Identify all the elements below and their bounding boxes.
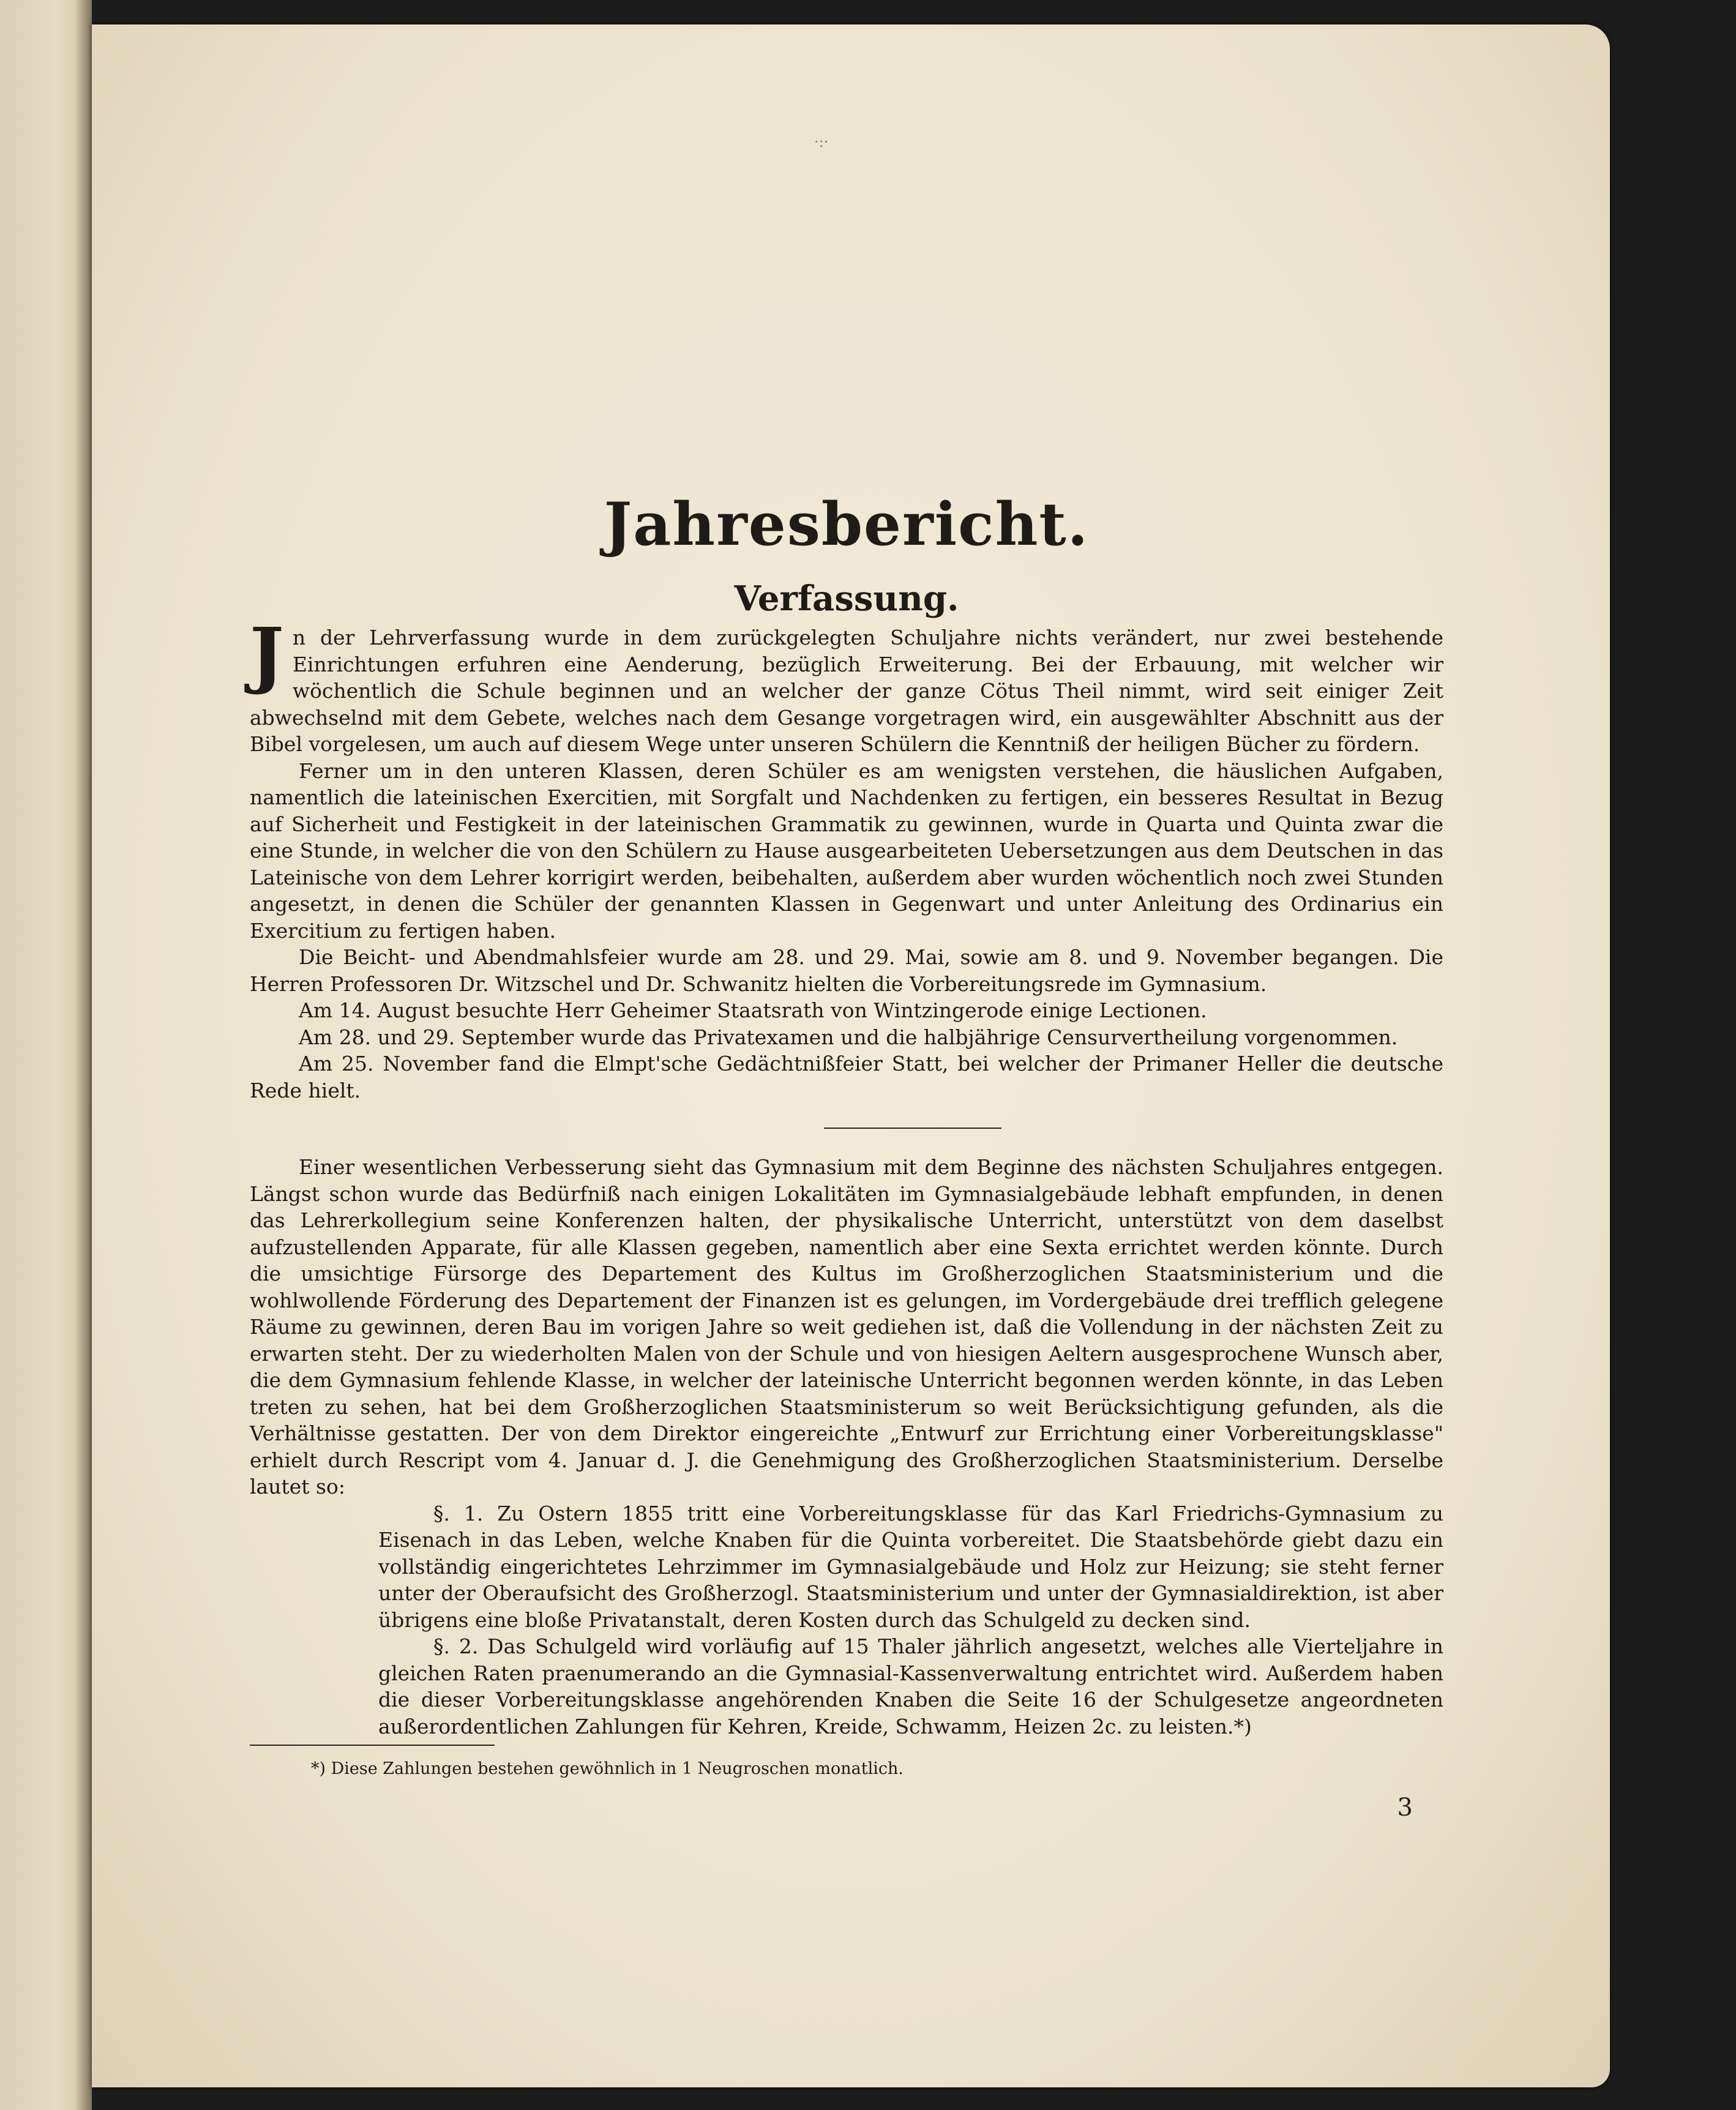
- document-page: [92, 24, 1610, 2087]
- footnote-rule: [250, 1745, 495, 1746]
- page-title: Jahresbericht.: [604, 490, 1090, 559]
- statute-paragraph: §. 1. Zu Ostern 1855 tritt eine Vorbereitungsklasse für das Karl Friedrichs-Gymnasium zu Eisenach in das Leben, welche Knaben für die Quinta vorbereitet. Die Staatsbehörde giebt dazu ein vollständig eingerichtetes Lehrzimmer im Gymnasialgebäude und Holz zur Heizung; sie steht ferner unter der Oberaufsicht des Großherzogl. Staatsministerium und unter der Gymnasialdirektion, ist aber übrigens eine bloße Privatanstalt, deren Kosten durch das Schulgeld zu decken sind.: [378, 1501, 1443, 1632]
- paragraph: Einer wesentlichen Verbesserung sieht das Gymnasium mit dem Beginne des nächsten Schuljahres entgegen. Längst schon wurde das Bedürfniß nach einigen Lokalitäten im Gymnasialgebäude lebhaft empfunden, in denen das Lehrerkollegium seine Konferenzen halten, der physikalische Unterricht, unterstützt von dem daselbst aufzustellenden Apparate, für alle Klassen gegeben, namentlich aber eine Sexta errichtet werden könnte. Durch die umsichtige Fürsorge des Departement des Kultus im Großherzoglichen Staatsministerium und die wohlwollende Förderung des Departement der Finanzen ist es gelungen, im Vordergebäude drei trefflich gelegene Räume zu gewinnen, deren Bau im vorigen Jahre so weit gediehen ist, daß die Vollendung in der nächsten Zeit zu erwarten steht. Der zu wiederholten Malen von der Schule und von hiesigen Aeltern ausgesprochene Wunsch aber, die dem Gymnasium fehlende Klasse, in welcher der lateinische Unterricht begonnen werden könnte, in das Leben treten zu sehen, hat bei dem Großherzoglichen Staatsministerum so weit Berücksichtigung gefunden, als die Verhältnisse gestatten. Der von dem Direktor eingereichte „Entwurf zur Errichtung einer Vorbereitungsklasse" erhielt durch Rescript vom 4. Januar d. J. die Genehmigung des Großherzoglichen Staatsministerium. Derselbe lautet so:: [250, 1155, 1443, 1498]
- paragraph: Am 28. und 29. September wurde das Privatexamen und die halbjährige Censurvertheilung vorgenommen.: [299, 1025, 1398, 1049]
- section-vorbereitungsklasse: [250, 1154, 1443, 1740]
- footnote: *) Diese Zahlungen bestehen gewöhnlich in 1 Neugroschen monatlich.: [311, 1759, 904, 1778]
- section-verfassung: [250, 612, 1443, 1104]
- paragraph: Am 14. August besuchte Herr Geheimer Staatsrath von Wintzingerode einige Lectionen.: [299, 998, 1207, 1022]
- previous-page-edge: [0, 0, 92, 2110]
- paragraph: Ferner um in den unteren Klassen, deren Schüler es am wenigsten verstehen, die häuslichen Aufgaben, namentlich die lateinischen Exercitien, mit Sorgfalt und Nachdenken zu fertigen, ein besseres Resultat in Bezug auf Sicherheit und Festigkeit in der lateinischen Grammatik zu gewinnen, wurde in Quarta und Quinta zwar die eine Stunde, in welcher die von den Schülern zu Hause ausgearbeiteten Uebersetzungen aus dem Deutschen in das Lateinische von dem Lehrer korrigirt werden, beibehalten, außerdem aber wurden wöchentlich noch zwei Stunden angesetzt, in denen die Schüler der genannten Klassen in Gegenwart und unter Anleitung des Ordinarius ein Exercitium zu fertigen haben.: [250, 758, 1443, 943]
- paragraph: [250, 612, 1443, 758]
- drop-cap: J: [250, 612, 284, 697]
- page-number: 3: [1397, 1794, 1413, 1822]
- section-heading: Verfassung.: [734, 578, 959, 619]
- book-gutter: [75, 0, 92, 2110]
- paragraph-text: n der Lehrverfassung wurde in dem zurückgelegten Schuljahre nichts verändert, nur zwei bestehende Einrichtungen erfuhren eine Aenderung, bezüglich Erweiterung. Bei der Erbauung, mit welcher wir wöchentlich die Schule beginnen und an welcher der ganze Cötus Theil nimmt, wird seit einiger Zeit abwechselnd mit dem Gebete, welches nach dem Gesange vorgetragen wird, ein ausgewählter Abschnitt aus der Bibel vorgelesen, um auch auf diesem Wege unter unseren Schülern die Kenntniß der heiligen Bücher zu fördern.: [250, 626, 1443, 756]
- paragraph: Die Beicht- und Abendmahlsfeier wurde am 28. und 29. Mai, sowie am 8. und 9. November begangen. Die Herren Professoren Dr. Witzschel und Dr. Schwanitz hielten die Vorbereitungsrede im Gymnasium.: [250, 945, 1443, 996]
- statute-paragraph: §. 2. Das Schulgeld wird vorläufig auf 15 Thaler jährlich angesetzt, welches alle Vierteljahre in gleichen Raten praenumerando an die Gymnasial-Kassenverwaltung entrichtet wird. Außerdem haben die dieser Vorbereitungsklasse angehörenden Knaben die Seite 16 der Schulgesetze angeordneten außerordentlichen Zahlungen für Kehren, Kreide, Schwamm, Heizen 2c. zu leisten.*): [378, 1634, 1443, 1738]
- paragraph: Am 25. November fand die Elmpt'sche Gedächtnißfeier Statt, bei welcher der Primaner Heller die deutsche Rede hielt.: [250, 1052, 1443, 1102]
- faint-mark: ·:·: [814, 133, 829, 151]
- section-divider: [824, 1128, 1001, 1129]
